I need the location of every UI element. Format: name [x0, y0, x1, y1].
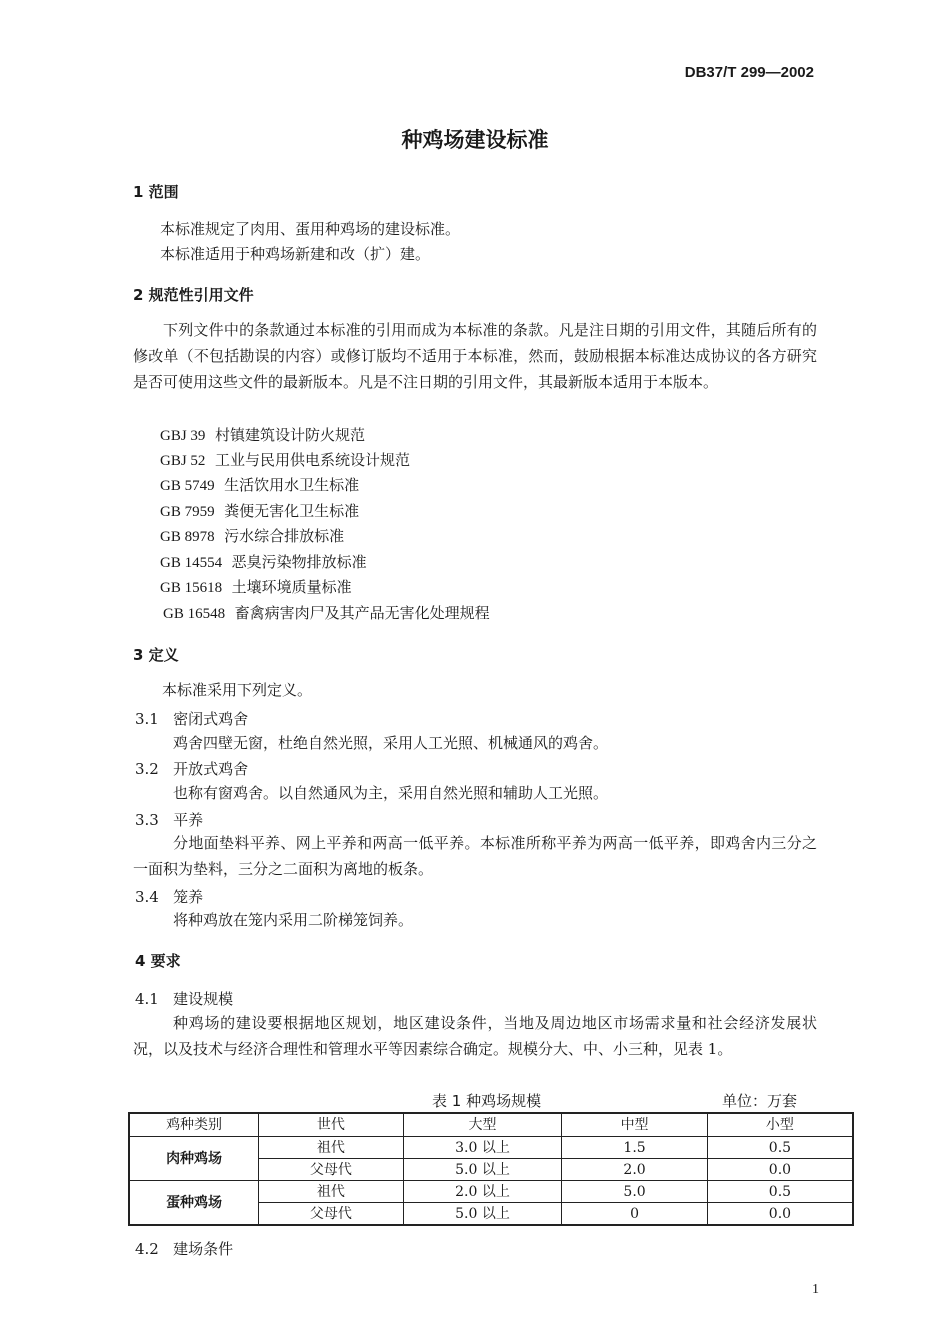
table-header-row: [129, 1113, 853, 1137]
scale-paragraph: 种鸡场的建设要根据地区规划，地区建设条件，当地及周边地区市场需求量和社会经济发展状况，以及技术与经济合理性和管理水平等因素综合确定。规模分大、中、小三种，见表 1。: [133, 1014, 817, 1058]
clause-heading-site-conditions: [135, 1238, 233, 1259]
section-heading-definitions: 3 定义: [133, 646, 179, 664]
table-cell: 祖代: [259, 1181, 404, 1203]
category-cell: 肉种鸡场: [129, 1137, 259, 1181]
reference-code: GB 15618: [160, 580, 223, 596]
table-cell: 0.5: [707, 1137, 853, 1159]
reference-code: GB 14554: [160, 555, 223, 571]
definition-text: 也称有窗鸡舍。以自然通风为主，采用自然光照和辅助人工光照。: [173, 784, 609, 802]
clause-number: 4.1: [135, 990, 159, 1008]
clause-term: 建场条件: [173, 1240, 234, 1258]
section-heading-scope: 1 范围: [133, 183, 179, 201]
reference-item: [160, 500, 359, 521]
scope-line: 本标准规定了肉用、蛋用种鸡场的建设标准。: [160, 220, 461, 238]
table-cell: 2.0: [562, 1159, 708, 1181]
section-heading-requirements: 4 要求: [135, 952, 181, 970]
definition-term: 密闭式鸡舍: [173, 710, 249, 728]
reference-title: 工业与民用供电系统设计规范: [214, 451, 410, 469]
document-title: 种鸡场建设标准: [401, 128, 549, 152]
definition-term: 开放式鸡舍: [173, 760, 249, 778]
definition-term: 平养: [173, 811, 204, 829]
reference-code: GBJ 39: [160, 428, 206, 444]
reference-item: [160, 551, 367, 572]
clause-heading-scale: [135, 988, 233, 1009]
table-cell: 5.0 以上: [403, 1159, 562, 1181]
definition-text: 将种鸡放在笼内采用二阶梯笼饲养。: [173, 911, 414, 929]
clause-number: 3.2: [135, 760, 159, 778]
table-unit: 单位：万套: [722, 1092, 798, 1110]
reference-item: [160, 525, 344, 546]
table-caption: 表 1 种鸡场规模: [432, 1092, 542, 1110]
category-cell: 蛋种鸡场: [129, 1181, 259, 1226]
normative-references-paragraph: 下列文件中的条款通过本标准的引用而成为本标准的条款。凡是注日期的引用文件，其随后所有的修改单（不包括勘误的内容）或修订版均不适用于本标准，然而，鼓励根据本标准达成协议的各方研究是否可使用这些文件的最新版本。凡是不注日期的引用文件，其最新版本适用于本版本。: [133, 321, 817, 391]
definition-heading: [135, 708, 248, 729]
table-cell: 5.0: [562, 1181, 708, 1203]
reference-code: GB 5749: [160, 478, 215, 494]
column-header: 世代: [259, 1113, 404, 1137]
clause-number: 3.4: [135, 888, 159, 906]
table-cell: 3.0 以上: [403, 1137, 562, 1159]
reference-title: 恶臭污染物排放标准: [231, 553, 367, 571]
definitions-intro: 本标准采用下列定义。: [162, 681, 313, 699]
table-cell: 0.0: [707, 1203, 853, 1226]
definition-heading: [135, 809, 203, 830]
reference-title: 土壤环境质量标准: [231, 578, 352, 596]
table-cell: 2.0 以上: [403, 1181, 562, 1203]
reference-code: GBJ 52: [160, 453, 206, 469]
table-cell: 0: [562, 1203, 708, 1226]
definition-text: 鸡舍四壁无窗，杜绝自然光照，采用人工光照、机械通风的鸡舍。: [173, 734, 609, 752]
reference-title: 污水综合排放标准: [224, 527, 345, 545]
definition-text: 分地面垫料平养、网上平养和两高一低平养。本标准所称平养为两高一低平养，即鸡舍内三分之一面积为垫料，三分之二面积为离地的板条。: [133, 834, 817, 878]
definition-term: 笼养: [173, 888, 204, 906]
table-cell: 父母代: [259, 1203, 404, 1226]
clause-number: 4.2: [135, 1240, 159, 1258]
reference-code: GB 7959: [160, 504, 215, 520]
table-row: [129, 1181, 853, 1203]
table-cell: 0.5: [707, 1181, 853, 1203]
reference-title: 村镇建筑设计防火规范: [214, 426, 365, 444]
table-cell: 父母代: [259, 1159, 404, 1181]
reference-item: [160, 449, 410, 470]
table-cell: 1.5: [562, 1137, 708, 1159]
table-row: [129, 1137, 853, 1159]
column-header: 鸡种类别: [129, 1113, 259, 1137]
section-heading-normative-references: 2 规范性引用文件: [133, 286, 254, 304]
reference-code: GB 8978: [160, 529, 215, 545]
clause-number: 3.1: [135, 710, 159, 728]
column-header: 中型: [562, 1113, 708, 1137]
scope-line: 本标准适用于种鸡场新建和改（扩）建。: [160, 245, 431, 263]
column-header: 大型: [403, 1113, 562, 1137]
clause-number: 3.3: [135, 811, 159, 829]
reference-title: 粪便无害化卫生标准: [224, 502, 360, 520]
definition-heading: [135, 758, 248, 779]
table-cell: 祖代: [259, 1137, 404, 1159]
reference-item: [160, 424, 365, 445]
reference-title: 畜禽病害肉尸及其产品无害化处理规程: [234, 604, 490, 622]
reference-item: [160, 474, 359, 495]
reference-code: GB 16548: [163, 606, 226, 622]
table-cell: 0.0: [707, 1159, 853, 1181]
reference-item: [163, 602, 490, 623]
page-number: 1: [812, 1282, 819, 1297]
standard-code: DB37/T 299—2002: [684, 64, 814, 81]
table-cell: 5.0 以上: [403, 1203, 562, 1226]
reference-title: 生活饮用水卫生标准: [224, 476, 360, 494]
breeder-farm-scale-table: [128, 1112, 854, 1226]
clause-term: 建设规模: [173, 990, 234, 1008]
column-header: 小型: [707, 1113, 853, 1137]
definition-heading: [135, 886, 203, 907]
reference-item: [160, 576, 352, 597]
